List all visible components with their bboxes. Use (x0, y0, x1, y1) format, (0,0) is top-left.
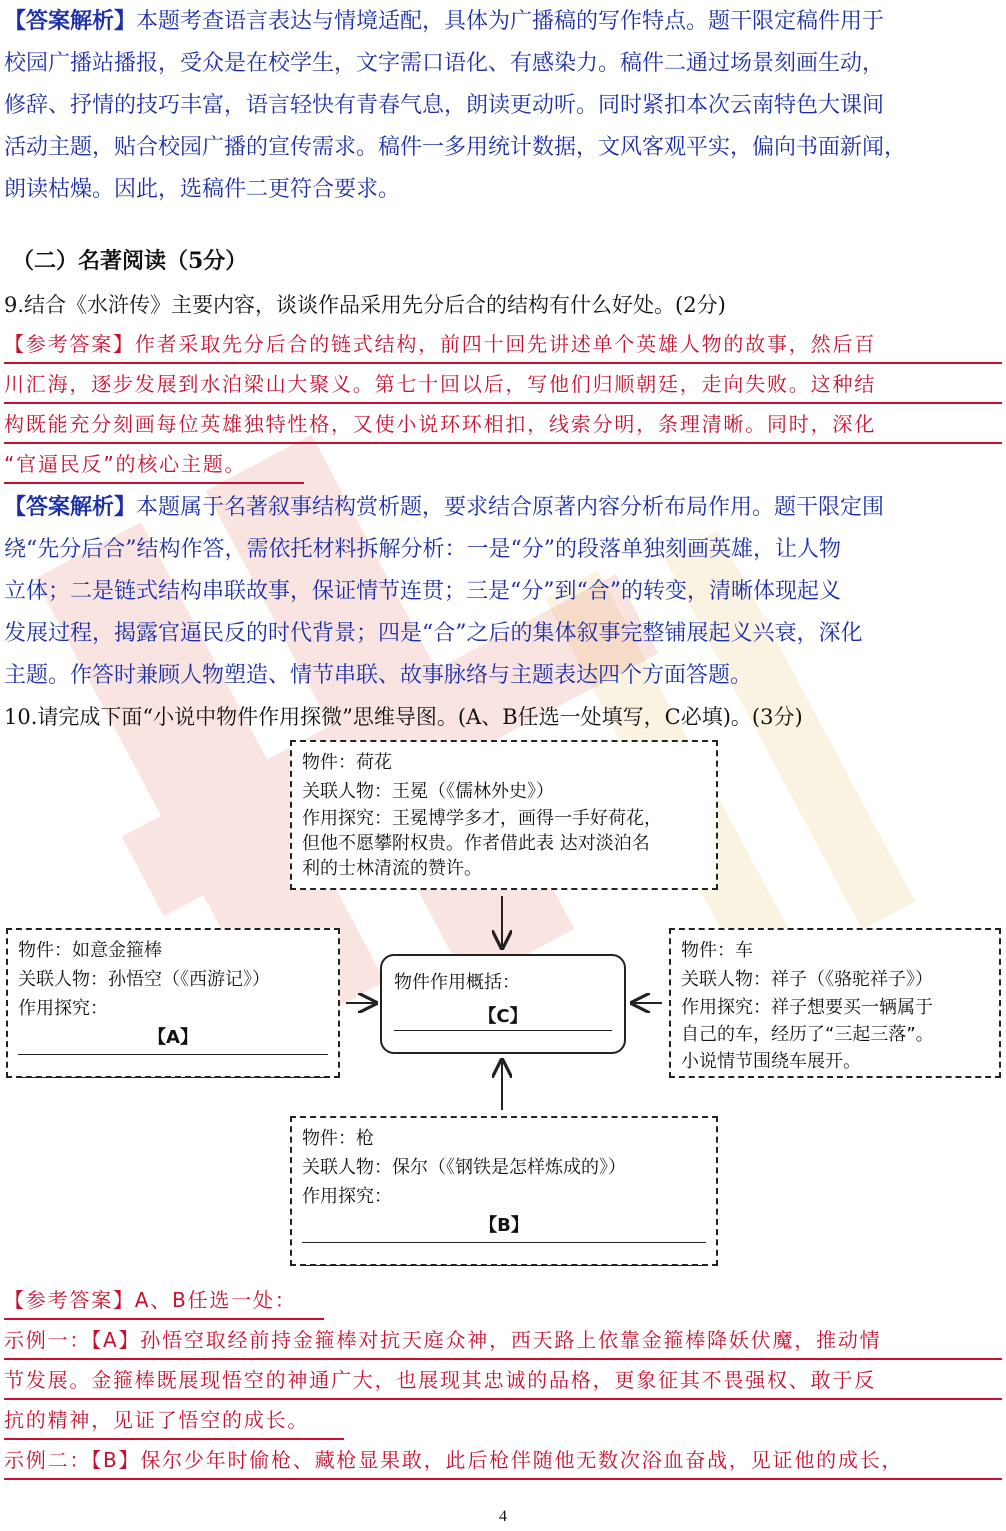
answer-line: “官逼民反”的核心主题。 (4, 444, 304, 484)
blank-b[interactable]: 【B】 (479, 1215, 529, 1236)
answer-line: 示例二：【B】保尔少年时偷枪、藏枪显果敢，此后枪伴随他无数次浴血奋战，见证他的成长， (4, 1440, 1002, 1480)
blank-c[interactable]: 【C】 (478, 1006, 528, 1027)
analysis-line: 立体；二是链式结构串联故事，保证情节连贯；三是“分”到“合”的转变，清晰体现起义 (4, 579, 841, 604)
box-effect-line: 利的士林清流的赞许。 (302, 858, 482, 879)
analysis-text: 本题考查语言表达与情境适配，具体为广播稿的写作特点。题干限定稿件用于 (136, 9, 885, 34)
center-label: 物件作用概括： (394, 972, 520, 993)
box-effect-line: 但他不愿攀附权贵。作者借此表 达对淡泊名 (302, 833, 650, 854)
analysis-line: 主题。作答时兼顾人物塑造、情节串联、故事脉络与主题表达四个方面答题。 (4, 663, 753, 688)
box-person: 关联人物：王冕（《儒林外史》） (302, 781, 554, 802)
analysis-line: 绕“先分后合”结构作答，需依托材料拆解分析：一是“分”的段落单独刻画英雄，让人物 (4, 537, 841, 562)
analysis-line: 朗读枯燥。因此，选稿件二更符合要求。 (4, 177, 401, 202)
question-9: 9.结合《水浒传》主要内容，谈谈作品采用先分后合的结构有什么好处。(2分) (4, 293, 726, 317)
section-heading: （二）名著阅读（5分） (12, 248, 248, 274)
box-item: 物件：如意金箍棒 (18, 940, 162, 961)
box-effect-line: 自己的车，经历了“三起三落”。 (681, 1024, 934, 1045)
question-10: 10.请完成下面“小说中物件作用探微”思维导图。(A、B任选一处填写，C必填)。(3分) (4, 705, 803, 729)
box-effect-line: 小说情节围绕车展开。 (681, 1051, 861, 1072)
answer-line: 示例一：【A】孙悟空取经前持金箍棒对抗天庭众神，西天路上依靠金箍棒降妖伏魔，推动情 (4, 1320, 1002, 1360)
answer-line: 【参考答案】作者采取先分后合的链式结构，前四十回先讲述单个英雄人物的故事，然后百 (4, 324, 1002, 364)
box-item: 物件：枪 (302, 1128, 374, 1149)
blank-a[interactable]: 【A】 (148, 1027, 198, 1048)
analysis-line: 发展过程，揭露官逼民反的时代背景；四是“合”之后的集体叙事完整铺展起义兴衰，深化 (4, 621, 863, 646)
box-item: 物件：车 (681, 940, 753, 961)
analysis-line: 活动主题，贴合校园广播的宣传需求。稿件一多用统计数据，文风客观平实，偏向书面新闻， (4, 135, 907, 160)
analysis-tag: 【答案解析】 (4, 8, 137, 34)
analysis-tag: 【答案解析】 (4, 494, 137, 520)
box-person: 关联人物：祥子（《骆驼祥子》） (681, 969, 933, 990)
box-person: 关联人物：孙悟空（《西游记》） (18, 969, 270, 990)
box-effect: 作用探究： (302, 1186, 392, 1207)
answer-line: 抗的精神，见证了悟空的成长。 (4, 1400, 344, 1440)
q10-reference-answer (4, 1280, 1002, 1480)
box-effect-line: 作用探究：祥子想要买一辆属于 (681, 997, 933, 1018)
analysis-text: 本题属于名著叙事结构赏析题，要求结合原著内容分析布局作用。题干限定围 (136, 495, 885, 520)
answer-line: 【参考答案】A、B任选一处： (4, 1280, 324, 1320)
answer-line: 节发展。金箍棒既展现悟空的神通广大，也展现其忠诚的品格，更象征其不畏强权、敢于反 (4, 1360, 1002, 1400)
box-effect-line: 作用探究：王冕博学多才，画得一手好荷花， (302, 808, 662, 829)
answer-line: 构既能充分刻画每位英雄独特性格，又使小说环环相扣，线索分明，条理清晰。同时，深化 (4, 404, 1002, 444)
analysis-line: 校园广播站播报，受众是在校学生，文字需口语化、有感染力。稿件二通过场景刻画生动， (4, 51, 885, 76)
analysis-line: 修辞、抒情的技巧丰富，语言轻快有青春气息，朗读更动听。同时紧扣本次云南特色大课间 (4, 93, 885, 118)
page-number: 4 (499, 1508, 507, 1525)
box-effect: 作用探究： (18, 998, 108, 1019)
box-item: 物件：荷花 (302, 752, 392, 773)
answer-line: 川汇海，逐步发展到水泊梁山大聚义。第七十回以后，写他们归顺朝廷，走向失败。这种结 (4, 364, 1002, 404)
box-person: 关联人物：保尔（《钢铁是怎样炼成的》） (302, 1157, 626, 1178)
